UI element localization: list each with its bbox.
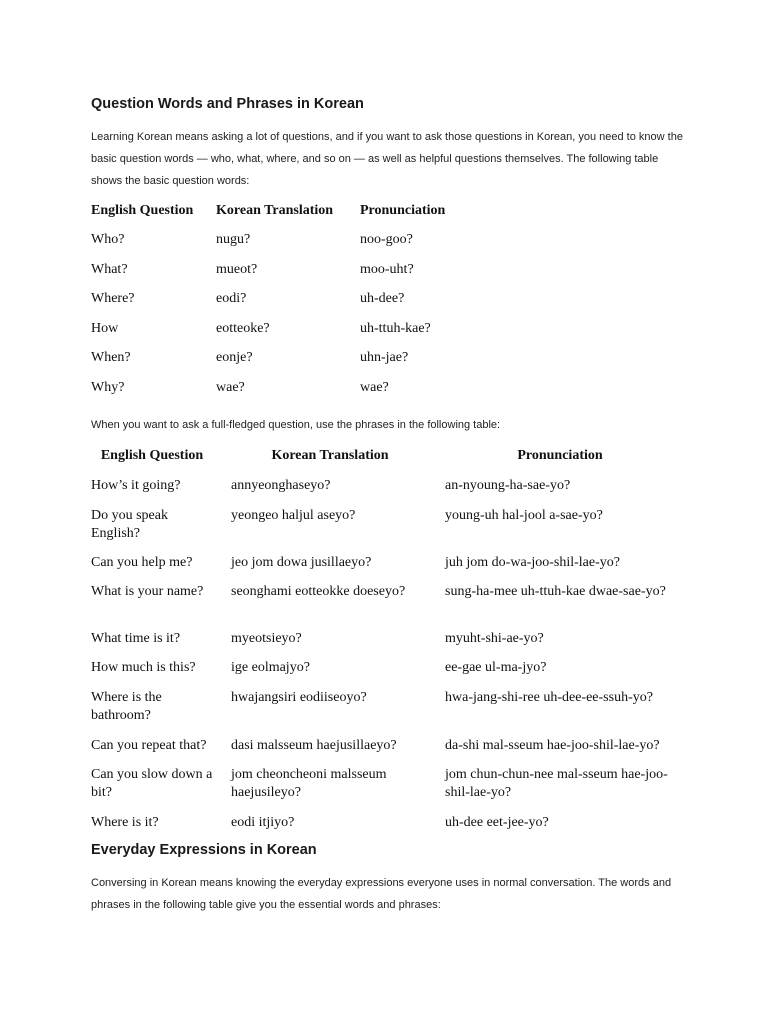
column-header: English Question [100, 448, 204, 463]
table-cell: Where is it? [91, 815, 159, 830]
table-cell: young-uh hal-jool a-sae-yo? [445, 508, 603, 523]
column-header: Pronunciation [517, 448, 603, 463]
section-title-everyday-expressions: Everyday Expressions in Korean [91, 842, 317, 858]
column-header: English Question [91, 203, 194, 218]
table-cell: mueot? [216, 262, 258, 277]
table-cell: nugu? [216, 232, 251, 247]
table-cell: moo-uht? [360, 262, 414, 277]
table-cell: wae? [360, 380, 389, 395]
table-cell: ee-gae ul-ma-jyo? [445, 660, 547, 675]
section-title-question-words: Question Words and Phrases in Korean [91, 96, 364, 112]
table-cell: eodi itjiyo? [231, 815, 295, 830]
column-header: Korean Translation [271, 448, 389, 463]
table-cell: When? [91, 350, 131, 365]
table-cell: How much is this? [91, 660, 196, 675]
table-cell: wae? [216, 380, 245, 395]
table-cell: myeotsieyo? [231, 631, 302, 646]
table-cell: hwa-jang-shi-ree uh-dee-ee-ssuh-yo? [445, 690, 653, 705]
table-cell: jeo jom dowa jusillaeyo? [231, 555, 372, 570]
table-cell: Where? [91, 291, 135, 306]
table-cell: jom chun-chun-nee mal-sseum hae-joo-shil-lae-yo? [445, 767, 668, 800]
table-cell: annyeonghaseyo? [231, 478, 331, 493]
table-cell: Can you slow down a bit? [91, 767, 213, 800]
table-cell: Do you speak English? [91, 508, 168, 541]
table-cell: eodi? [216, 291, 247, 306]
table-cell: jom cheoncheoni malsseum haejusileyo? [231, 767, 387, 800]
table-cell: sung-ha-mee uh-ttuh-kae dwae-sae-yo? [445, 584, 666, 599]
table-cell: dasi malsseum haejusillaeyo? [231, 738, 397, 753]
table-cell: What is your name? [91, 584, 204, 599]
column-header: Pronunciation [360, 203, 446, 218]
intro-paragraph-question-words: Learning Korean means asking a lot of questions, and if you want to ask those questions in Korean, you need to know the basic question words — who, what, where, and so on — as well as helpful questions themselves. The following table shows the basic question words: [91, 131, 683, 187]
table-cell: uh-dee eet-jee-yo? [445, 815, 549, 830]
table-cell: Can you help me? [91, 555, 193, 570]
table-cell: uhn-jae? [360, 350, 409, 365]
table-cell: eotteoke? [216, 321, 270, 336]
table-cell: an-nyoung-ha-sae-yo? [445, 478, 571, 493]
table-cell: How [91, 321, 119, 336]
table-cell: Why? [91, 380, 125, 395]
table-cell: How’s it going? [91, 478, 181, 493]
table-cell: Who? [91, 232, 125, 247]
table-cell: yeongeo haljul aseyo? [231, 508, 356, 523]
table-cell: noo-goo? [360, 232, 413, 247]
table-cell: seonghami eotteokke doeseyo? [231, 584, 406, 599]
table-cell: eonje? [216, 350, 253, 365]
column-header: Korean Translation [216, 203, 334, 218]
table-cell: myuht-shi-ae-yo? [445, 631, 544, 646]
table-cell: uh-dee? [360, 291, 405, 306]
table-cell: uh-ttuh-kae? [360, 321, 431, 336]
table-cell: What time is it? [91, 631, 181, 646]
table-cell: What? [91, 262, 128, 277]
table-cell: juh jom do-wa-joo-shil-lae-yo? [445, 555, 620, 570]
table-cell: Can you repeat that? [91, 738, 207, 753]
table-cell: ige eolmajyo? [231, 660, 310, 675]
table-cell: da-shi mal-sseum hae-joo-shil-lae-yo? [445, 738, 660, 753]
intro-paragraph-everyday-expressions: Conversing in Korean means knowing the everyday expressions everyone uses in normal conversation. The words and phrases in the following table give you the essential words and phrases: [91, 877, 672, 911]
intro-paragraph-phrases: When you want to ask a full-fledged question, use the phrases in the following table: [91, 419, 501, 431]
table-cell: Where is the bathroom? [91, 690, 162, 723]
table-cell: hwajangsiri eodiiseoyo? [231, 690, 367, 705]
